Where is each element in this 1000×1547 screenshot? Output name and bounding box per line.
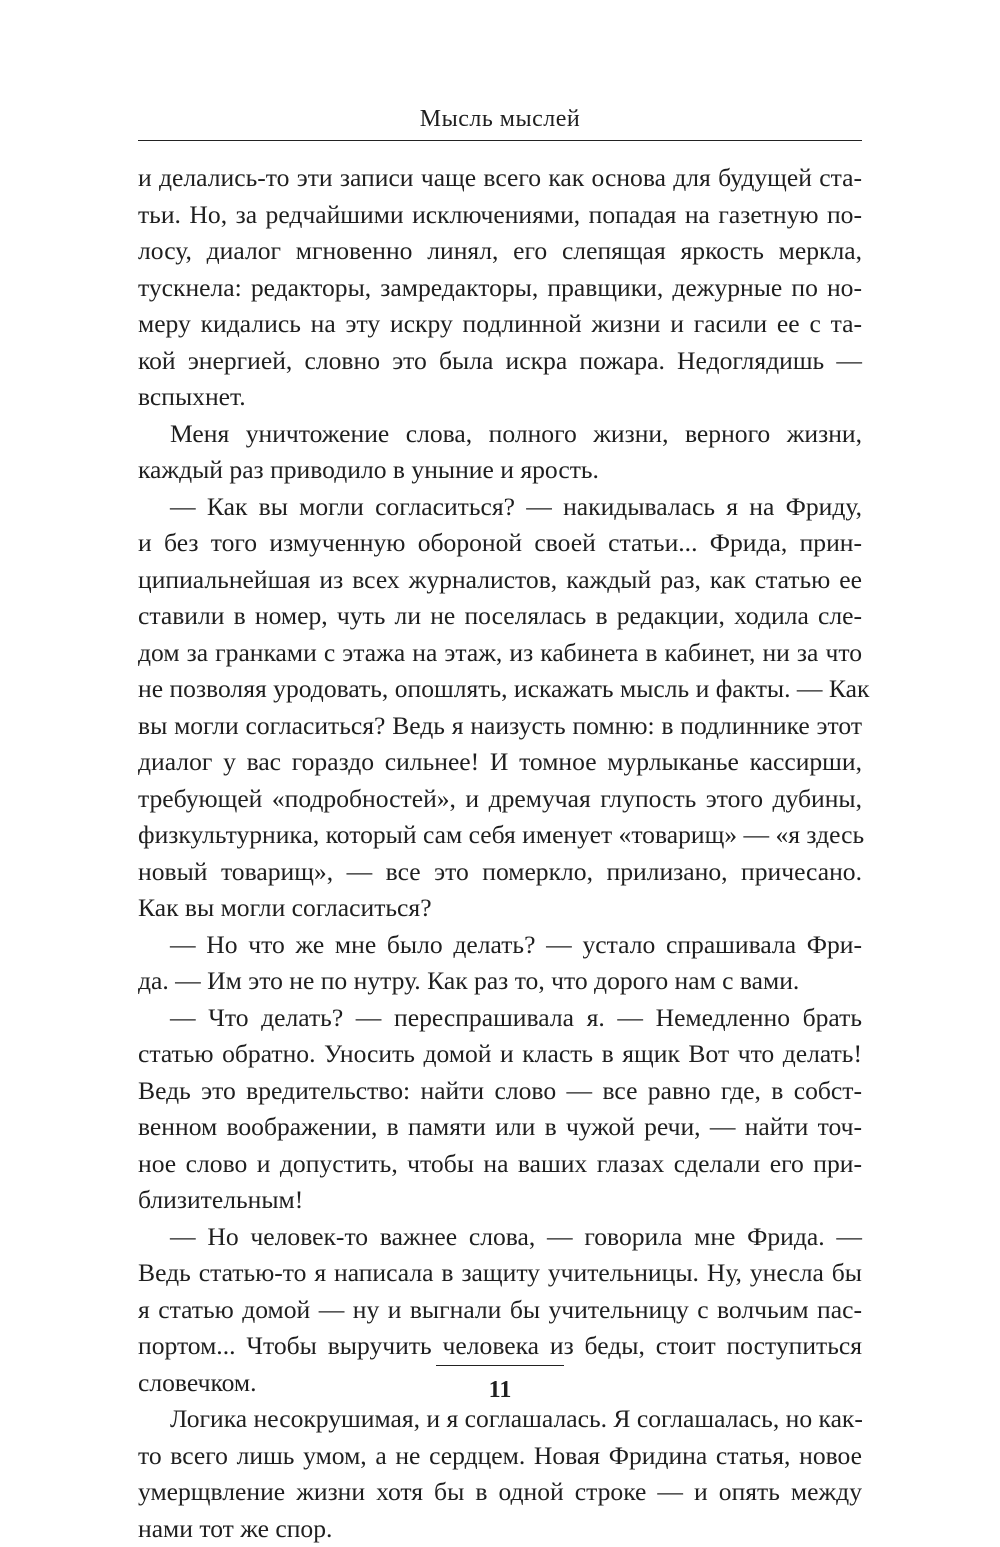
text-line: нами тот же спор. — [138, 1511, 862, 1547]
text-line: Как вы могли согласиться? — [138, 890, 862, 927]
text-line: тьи. Но, за редчайшими исключениями, попадая на газетную по- — [138, 197, 862, 234]
text-line: вспыхнет. — [138, 379, 862, 416]
text-line: каждый раз приводило в уныние и ярость. — [138, 452, 862, 489]
text-line: статью обратно. Уносить домой и класть в ящик Вот что делать! — [138, 1036, 862, 1073]
text-line: ное слово и допустить, чтобы на ваших глазах сделали его при- — [138, 1146, 862, 1183]
text-line: вы могли согласиться? Ведь я наизусть помню: в подлиннике этот — [138, 708, 862, 745]
page-number: 11 — [400, 1375, 600, 1405]
text-line: Ведь статью-то я написала в защиту учительницы. Ну, унесла бы — [138, 1255, 862, 1292]
body-text — [138, 160, 862, 1547]
text-line: лосу, диалог мгновенно линял, его слепящая яркость меркла, — [138, 233, 862, 270]
text-line: умерщвление жизни хотя бы в одной строке — и опять между — [138, 1474, 862, 1511]
paragraph — [138, 489, 862, 927]
text-line: — Как вы могли согласиться? — накидывалась я на Фриду, — [138, 489, 862, 526]
text-line: то всего лишь умом, а не сердцем. Новая Фридина статья, новое — [138, 1438, 862, 1475]
text-line: Логика несокрушимая, и я соглашалась. Я соглашалась, но как- — [138, 1401, 862, 1438]
text-line: кой энергией, словно это была искра пожара. Недоглядишь — — [138, 343, 862, 380]
text-line: и без того измученную обороной своей статьи... Фрида, прин- — [138, 525, 862, 562]
text-line: да. — Им это не по нутру. Как раз то, что дорого нам с вами. — [138, 963, 862, 1000]
paragraph — [138, 1401, 862, 1547]
text-line: меру кидались на эту искру подлинной жизни и гасили ее с та- — [138, 306, 862, 343]
running-title: Мысль мыслей — [138, 104, 862, 134]
text-line: — Но человек-то важнее слова, — говорила мне Фрида. — — [138, 1219, 862, 1256]
text-line: и делались-то эти записи чаще всего как основа для будущей ста- — [138, 160, 862, 197]
text-line: не позволяя уродовать, опошлять, искажать мысль и факты. — Как — [138, 671, 862, 708]
text-line: венном воображении, в памяти или в чужой речи, — найти точ- — [138, 1109, 862, 1146]
text-line: физкультурника, который сам себя именует «товарищ» — «я здесь — [138, 817, 862, 854]
text-line: диалог у вас гораздо сильнее! И томное мурлыканье кассирши, — [138, 744, 862, 781]
text-line: тускнела: редакторы, замредакторы, правщики, дежурные по но- — [138, 270, 862, 307]
footer-rule — [436, 1365, 564, 1366]
text-line: портом... Чтобы выручить человека из беды, стоит поступиться — [138, 1328, 862, 1365]
text-line: требующей «подробностей», и дремучая глупость этого дубины, — [138, 781, 862, 818]
paragraph — [138, 416, 862, 489]
text-line: Ведь это вредительство: найти слово — все равно где, в собст- — [138, 1073, 862, 1110]
text-line: — Что делать? — переспрашивала я. — Немедленно брать — [138, 1000, 862, 1037]
text-line: близительным! — [138, 1182, 862, 1219]
header-rule — [138, 140, 862, 141]
text-line: — Но что же мне было делать? — устало спрашивала Фри- — [138, 927, 862, 964]
text-line: словечком. — [138, 1365, 862, 1402]
paragraph — [138, 1219, 862, 1402]
text-line: дом за гранками с этажа на этаж, из кабинета в кабинет, ни за что — [138, 635, 862, 672]
text-line: ципиальнейшая из всех журналистов, каждый раз, как статью ее — [138, 562, 862, 599]
paragraph — [138, 927, 862, 1000]
text-line: новый товарищ», — все это померкло, прилизано, причесано. — [138, 854, 862, 891]
text-line: я статью домой — ну и выгнали бы учительницу с волчьим пас- — [138, 1292, 862, 1329]
paragraph — [138, 160, 862, 416]
paragraph — [138, 1000, 862, 1219]
text-line: ставили в номер, чуть ли не поселялась в редакции, ходила сле- — [138, 598, 862, 635]
text-line: Меня уничтожение слова, полного жизни, верного жизни, — [138, 416, 862, 453]
